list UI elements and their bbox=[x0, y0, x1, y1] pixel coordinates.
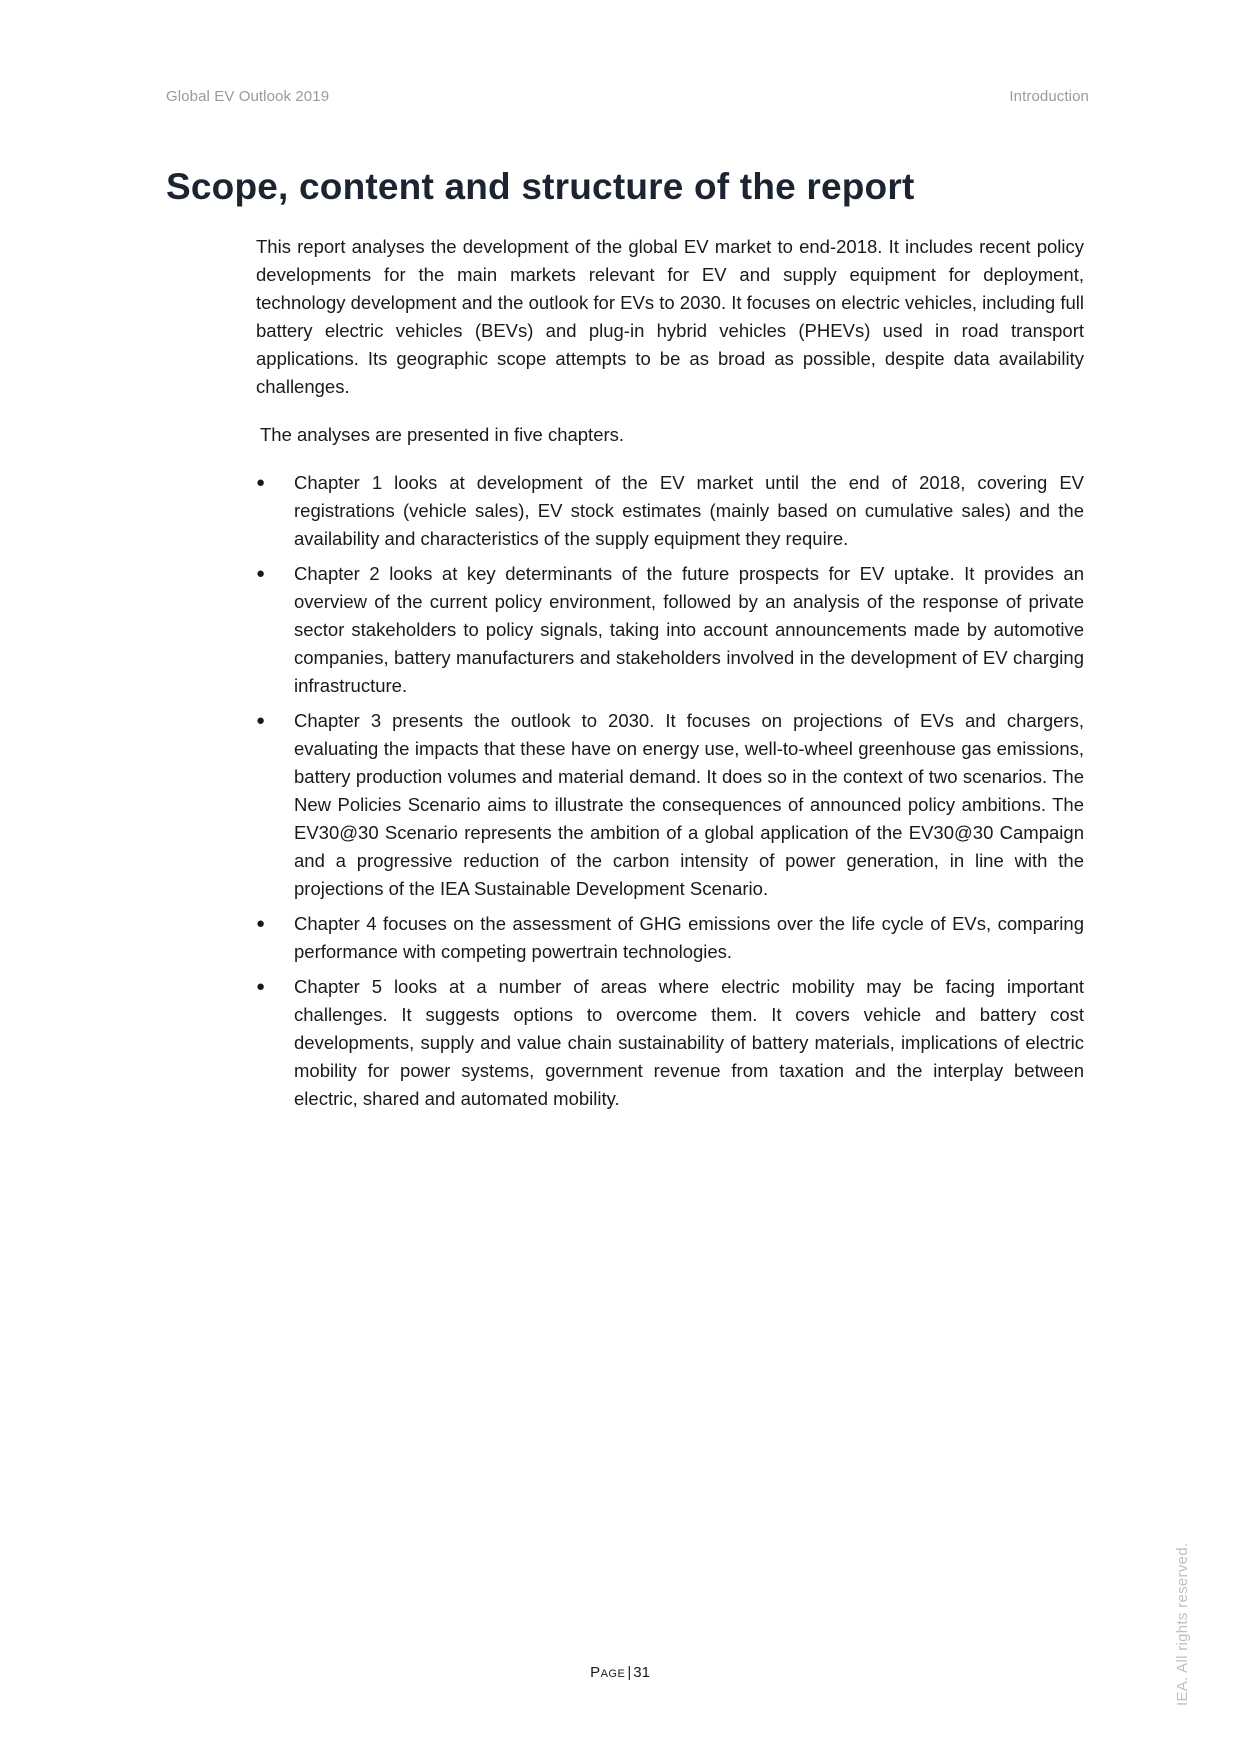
bullet-icon: ● bbox=[256, 565, 266, 582]
running-header bbox=[166, 88, 1089, 105]
intro-paragraph: This report analyses the development of the global EV market to end-2018. It includes recent policy developments for the main markets relevant for EV and supply equipment for deployment, technology development and the outlook for EVs to 2030. It focuses on electric vehicles, including full battery electric vehicles (BEVs) and plug-in hybrid vehicles (PHEVs) used in road transport applications. Its geographic scope attempts to be as broad as possible, despite data availability challenges. bbox=[256, 236, 1084, 397]
chapter-5-summary: Chapter 5 looks at a number of areas where electric mobility may be facing important challenges. It suggests options to overcome them. It covers vehicle and battery cost developments, supply and value chain sustainability of battery materials, implications of electric mobility for power systems, government revenue from taxation and the interplay between electric, shared and automated mobility. bbox=[294, 976, 1084, 1109]
page-label: Page bbox=[590, 1664, 626, 1681]
list-item bbox=[256, 910, 1084, 966]
page-title: Scope, content and structure of the report bbox=[166, 166, 915, 207]
list-item bbox=[256, 707, 1084, 903]
bullet-icon: ● bbox=[256, 712, 266, 729]
main-content bbox=[256, 233, 1084, 1120]
page-number: 31 bbox=[633, 1664, 650, 1681]
page-separator: | bbox=[627, 1664, 632, 1681]
copyright-watermark: IEA. All rights reserved. bbox=[1174, 1542, 1191, 1706]
chapter-3-summary: Chapter 3 presents the outlook to 2030. It focuses on projections of EVs and chargers, evaluating the impacts that these have on energy use, well-to-wheel greenhouse gas emissions, battery production volumes and material demand. It does so in the context of two scenarios. The New Policies Scenario aims to illustrate the consequences of announced policy ambitions. The EV30@30 Scenario represents the ambition of a global application of the EV30@30 Campaign and a progressive reduction of the carbon intensity of power generation, in line with the projections of the IEA Sustainable Development Scenario. bbox=[294, 710, 1084, 899]
bullet-icon: ● bbox=[256, 915, 266, 932]
header-section-name: Introduction bbox=[1009, 88, 1089, 105]
page-footer bbox=[0, 1664, 1240, 1681]
chapter-list bbox=[256, 469, 1084, 1113]
header-report-title: Global EV Outlook 2019 bbox=[166, 88, 330, 105]
bullet-icon: ● bbox=[256, 474, 266, 491]
bullet-icon: ● bbox=[256, 978, 266, 995]
list-item bbox=[256, 469, 1084, 553]
chapter-1-summary: Chapter 1 looks at development of the EV market until the end of 2018, covering EV registrations (vehicle sales), EV stock estimates (mainly based on cumulative sales) and the availability and characteristics of the supply equipment they require. bbox=[294, 472, 1084, 549]
list-item bbox=[256, 973, 1084, 1113]
chapters-lead-sentence: The analyses are presented in five chapters. bbox=[260, 424, 625, 445]
chapter-4-summary: Chapter 4 focuses on the assessment of GHG emissions over the life cycle of EVs, comparing performance with competing powertrain technologies. bbox=[294, 913, 1084, 962]
chapter-2-summary: Chapter 2 looks at key determinants of the future prospects for EV uptake. It provides an overview of the current policy environment, followed by an analysis of the response of private sector stakeholders to policy signals, taking into account announcements made by automotive companies, battery manufacturers and stakeholders involved in the development of EV charging infrastructure. bbox=[294, 563, 1084, 696]
list-item bbox=[256, 560, 1084, 700]
